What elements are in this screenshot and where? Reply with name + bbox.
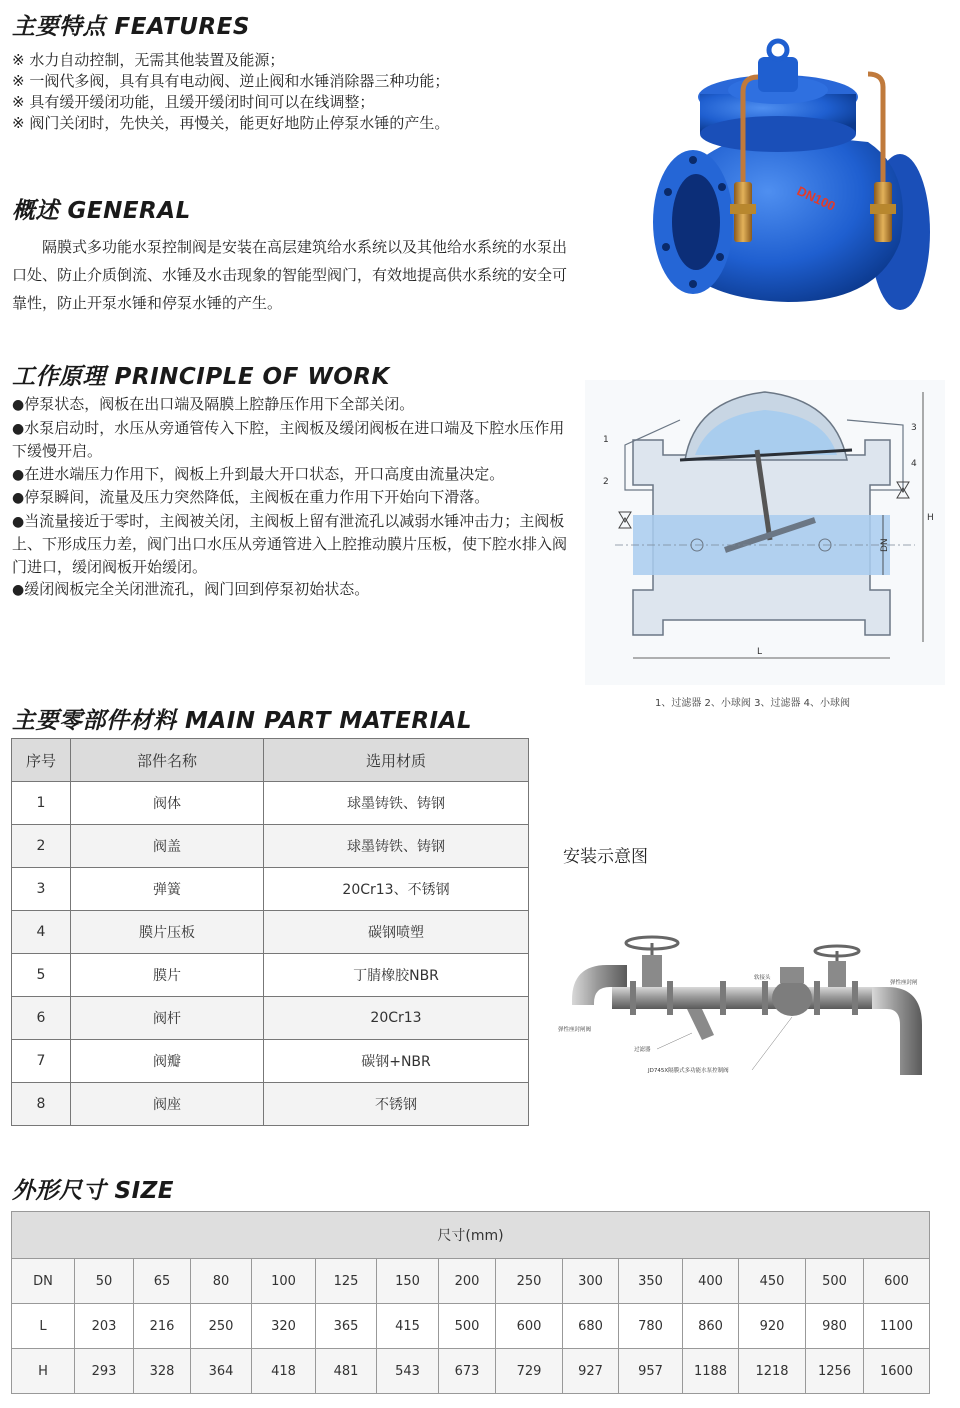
valve-brand-text: DN100 (794, 183, 838, 214)
table-cell: 2 (12, 825, 71, 868)
col-header: 选用材质 (264, 739, 529, 782)
principle-item: ●停泵瞬间，流量及压力突然降低，主阀板在重力作用下开始向下滑落。 (12, 488, 490, 506)
valve-photo-image (638, 32, 943, 327)
table-cell: 阀盖 (71, 825, 264, 868)
principle-item: ●在进水端压力作用下，阀板上升到最大开口状态，开口高度由流量决定。 (12, 464, 505, 483)
features-item: ※ 水力自动控制，无需其他装置及能源； (12, 51, 285, 69)
size-header-row (12, 1212, 930, 1259)
table-cell: 729 (496, 1349, 563, 1394)
table-cell: 780 (619, 1304, 683, 1349)
table-cell: 203 (75, 1304, 134, 1349)
table-cell: 927 (563, 1349, 619, 1394)
table-cell: 球墨铸铁、铸钢 (264, 782, 529, 825)
table-cell: 673 (439, 1349, 496, 1394)
table-row (12, 825, 529, 868)
size-heading: 外形尺寸 SIZE (12, 1178, 175, 1204)
table-cell: 1256 (806, 1349, 864, 1394)
table-cell: 1 (12, 782, 71, 825)
drawing-dim-dn: DN (880, 538, 890, 552)
table-row (12, 1349, 930, 1394)
table-cell: 415 (377, 1304, 439, 1349)
table-cell: 4 (12, 911, 71, 954)
table-cell: 丁腈橡胶NBR (264, 954, 529, 997)
table-cell: 1188 (683, 1349, 739, 1394)
table-cell: H (12, 1349, 75, 1394)
table-cell: 350 (619, 1259, 683, 1304)
install-label-control-valve: JD745X隔膜式多功能水泵控制阀 (648, 1068, 729, 1074)
materials-heading: 主要零部件材料 MAIN PART MATERIAL (12, 708, 473, 734)
table-cell: 1218 (739, 1349, 806, 1394)
drawing-label-3: 3 (911, 423, 917, 433)
table-cell: 216 (134, 1304, 191, 1349)
principle-item: ●缓闭阀板完全关闭泄流孔，阀门回到停泵初始状态。 (12, 580, 370, 598)
table-cell: 阀瓣 (71, 1040, 264, 1083)
table-cell: 543 (377, 1349, 439, 1394)
table-cell: 500 (806, 1259, 864, 1304)
drawing-label-2: 2 (603, 477, 609, 487)
table-row (12, 1304, 930, 1349)
general-text (12, 233, 568, 317)
table-cell: 膜片 (71, 954, 264, 997)
table-row (12, 911, 529, 954)
table-cell: 320 (252, 1304, 316, 1349)
table-cell: 200 (439, 1259, 496, 1304)
drawing-caption: 1、过滤器 2、小球阀 3、过滤器 4、小球阀 (655, 698, 850, 709)
install-label-seal-valve-right: 弹性座封闸 (890, 980, 918, 986)
features-item: ※ 一阀代多阀，具有具有电动阀、逆止阀和水锤消除器三种功能； (12, 72, 450, 90)
size-unit-header: 尺寸(mm) (12, 1212, 930, 1259)
table-cell: 920 (739, 1304, 806, 1349)
table-cell: 阀体 (71, 782, 264, 825)
size-table (11, 1211, 930, 1394)
install-label-soft-joint: 软接头 (754, 975, 771, 981)
materials-table (11, 738, 529, 1126)
general-paragraph: 隔膜式多功能水泵控制阀是安装在高层建筑给水系统以及其他给水系统的水泵出口处、防止介质倒流、水锤及水击现象的智能型阀门，有效地提高供水系统的安全可靠性，防止开泵水锤和停泵水锤的产生。 (12, 238, 568, 312)
drawing-dim-h: H (927, 513, 934, 523)
general-heading: 概述 GENERAL (12, 198, 191, 224)
table-cell: 328 (134, 1349, 191, 1394)
table-cell: 8 (12, 1083, 71, 1126)
table-row (12, 954, 529, 997)
table-row (12, 1083, 529, 1126)
table-row (12, 782, 529, 825)
drawing-dim-l: L (757, 647, 763, 657)
table-cell: 80 (191, 1259, 252, 1304)
table-cell: 50 (75, 1259, 134, 1304)
table-cell: 20Cr13 (264, 997, 529, 1040)
table-cell: 65 (134, 1259, 191, 1304)
table-cell: 不锈钢 (264, 1083, 529, 1126)
principle-heading: 工作原理 PRINCIPLE OF WORK (12, 364, 390, 390)
table-cell: 碳钢喷塑 (264, 911, 529, 954)
table-cell: 6 (12, 997, 71, 1040)
table-cell: 860 (683, 1304, 739, 1349)
table-cell: 365 (316, 1304, 377, 1349)
table-cell: 300 (563, 1259, 619, 1304)
table-cell: 250 (496, 1259, 563, 1304)
table-cell: 7 (12, 1040, 71, 1083)
principle-item: ●水泵启动时，水压从旁通管传入下腔，主阀板及缓闭阀板在进口端及下腔水压作用下缓慢开启。 (12, 418, 565, 460)
table-cell: 阀座 (71, 1083, 264, 1126)
principle-item: ●停泵状态，阀板在出口端及隔膜上腔静压作用下全部关闭。 (12, 395, 415, 413)
table-cell: 293 (75, 1349, 134, 1394)
table-cell: 球墨铸铁、铸钢 (264, 825, 529, 868)
table-cell: 3 (12, 868, 71, 911)
features-item: ※ 阀门关闭时，先快关，再慢关，能更好地防止停泵水锤的产生。 (12, 114, 450, 132)
materials-header-row (12, 739, 529, 782)
table-cell: 600 (496, 1304, 563, 1349)
principle-list (12, 393, 568, 602)
col-header: 部件名称 (71, 739, 264, 782)
table-cell: 125 (316, 1259, 377, 1304)
table-cell: 450 (739, 1259, 806, 1304)
table-cell: 680 (563, 1304, 619, 1349)
table-cell: 碳钢+NBR (264, 1040, 529, 1083)
features-heading: 主要特点 FEATURES (12, 14, 250, 40)
table-cell: 20Cr13、不锈钢 (264, 868, 529, 911)
table-cell: 弹簧 (71, 868, 264, 911)
features-list (12, 50, 572, 134)
table-cell: 418 (252, 1349, 316, 1394)
install-label-filter: 过滤器 (634, 1047, 651, 1053)
table-cell: 100 (252, 1259, 316, 1304)
table-cell: 膜片压板 (71, 911, 264, 954)
valve-section-drawing (585, 380, 945, 685)
table-row (12, 1040, 529, 1083)
table-cell: 364 (191, 1349, 252, 1394)
drawing-label-4: 4 (911, 459, 917, 469)
table-cell: 5 (12, 954, 71, 997)
table-row (12, 1259, 930, 1304)
table-row (12, 997, 529, 1040)
table-cell: 957 (619, 1349, 683, 1394)
table-cell: 250 (191, 1304, 252, 1349)
table-cell: 150 (377, 1259, 439, 1304)
table-cell: 600 (864, 1259, 930, 1304)
table-row (12, 868, 529, 911)
table-cell: DN (12, 1259, 75, 1304)
table-cell: L (12, 1304, 75, 1349)
table-cell: 1600 (864, 1349, 930, 1394)
features-item: ※ 具有缓开缓闭功能，且缓开缓闭时间可以在线调整； (12, 93, 375, 111)
table-cell: 980 (806, 1304, 864, 1349)
table-cell: 1100 (864, 1304, 930, 1349)
installation-title: 安装示意图 (563, 847, 648, 867)
table-cell: 400 (683, 1259, 739, 1304)
table-cell: 500 (439, 1304, 496, 1349)
principle-item: ●当流量接近于零时，主阀被关闭，主阀板上留有泄流孔以减弱水锤冲击力；主阀板上、下形成压力差，阀门出口水压从旁通管进入上腔推动膜片压板，使下腔水排入阀门进口，缓闭阀板开始缓闭。 (12, 511, 568, 576)
table-cell: 481 (316, 1349, 377, 1394)
install-label-seal-valve-left: 弹性座封闸阀 (558, 1027, 592, 1033)
table-cell: 阀杆 (71, 997, 264, 1040)
drawing-label-1: 1 (603, 435, 609, 445)
col-header: 序号 (12, 739, 71, 782)
installation-diagram (552, 925, 949, 1097)
